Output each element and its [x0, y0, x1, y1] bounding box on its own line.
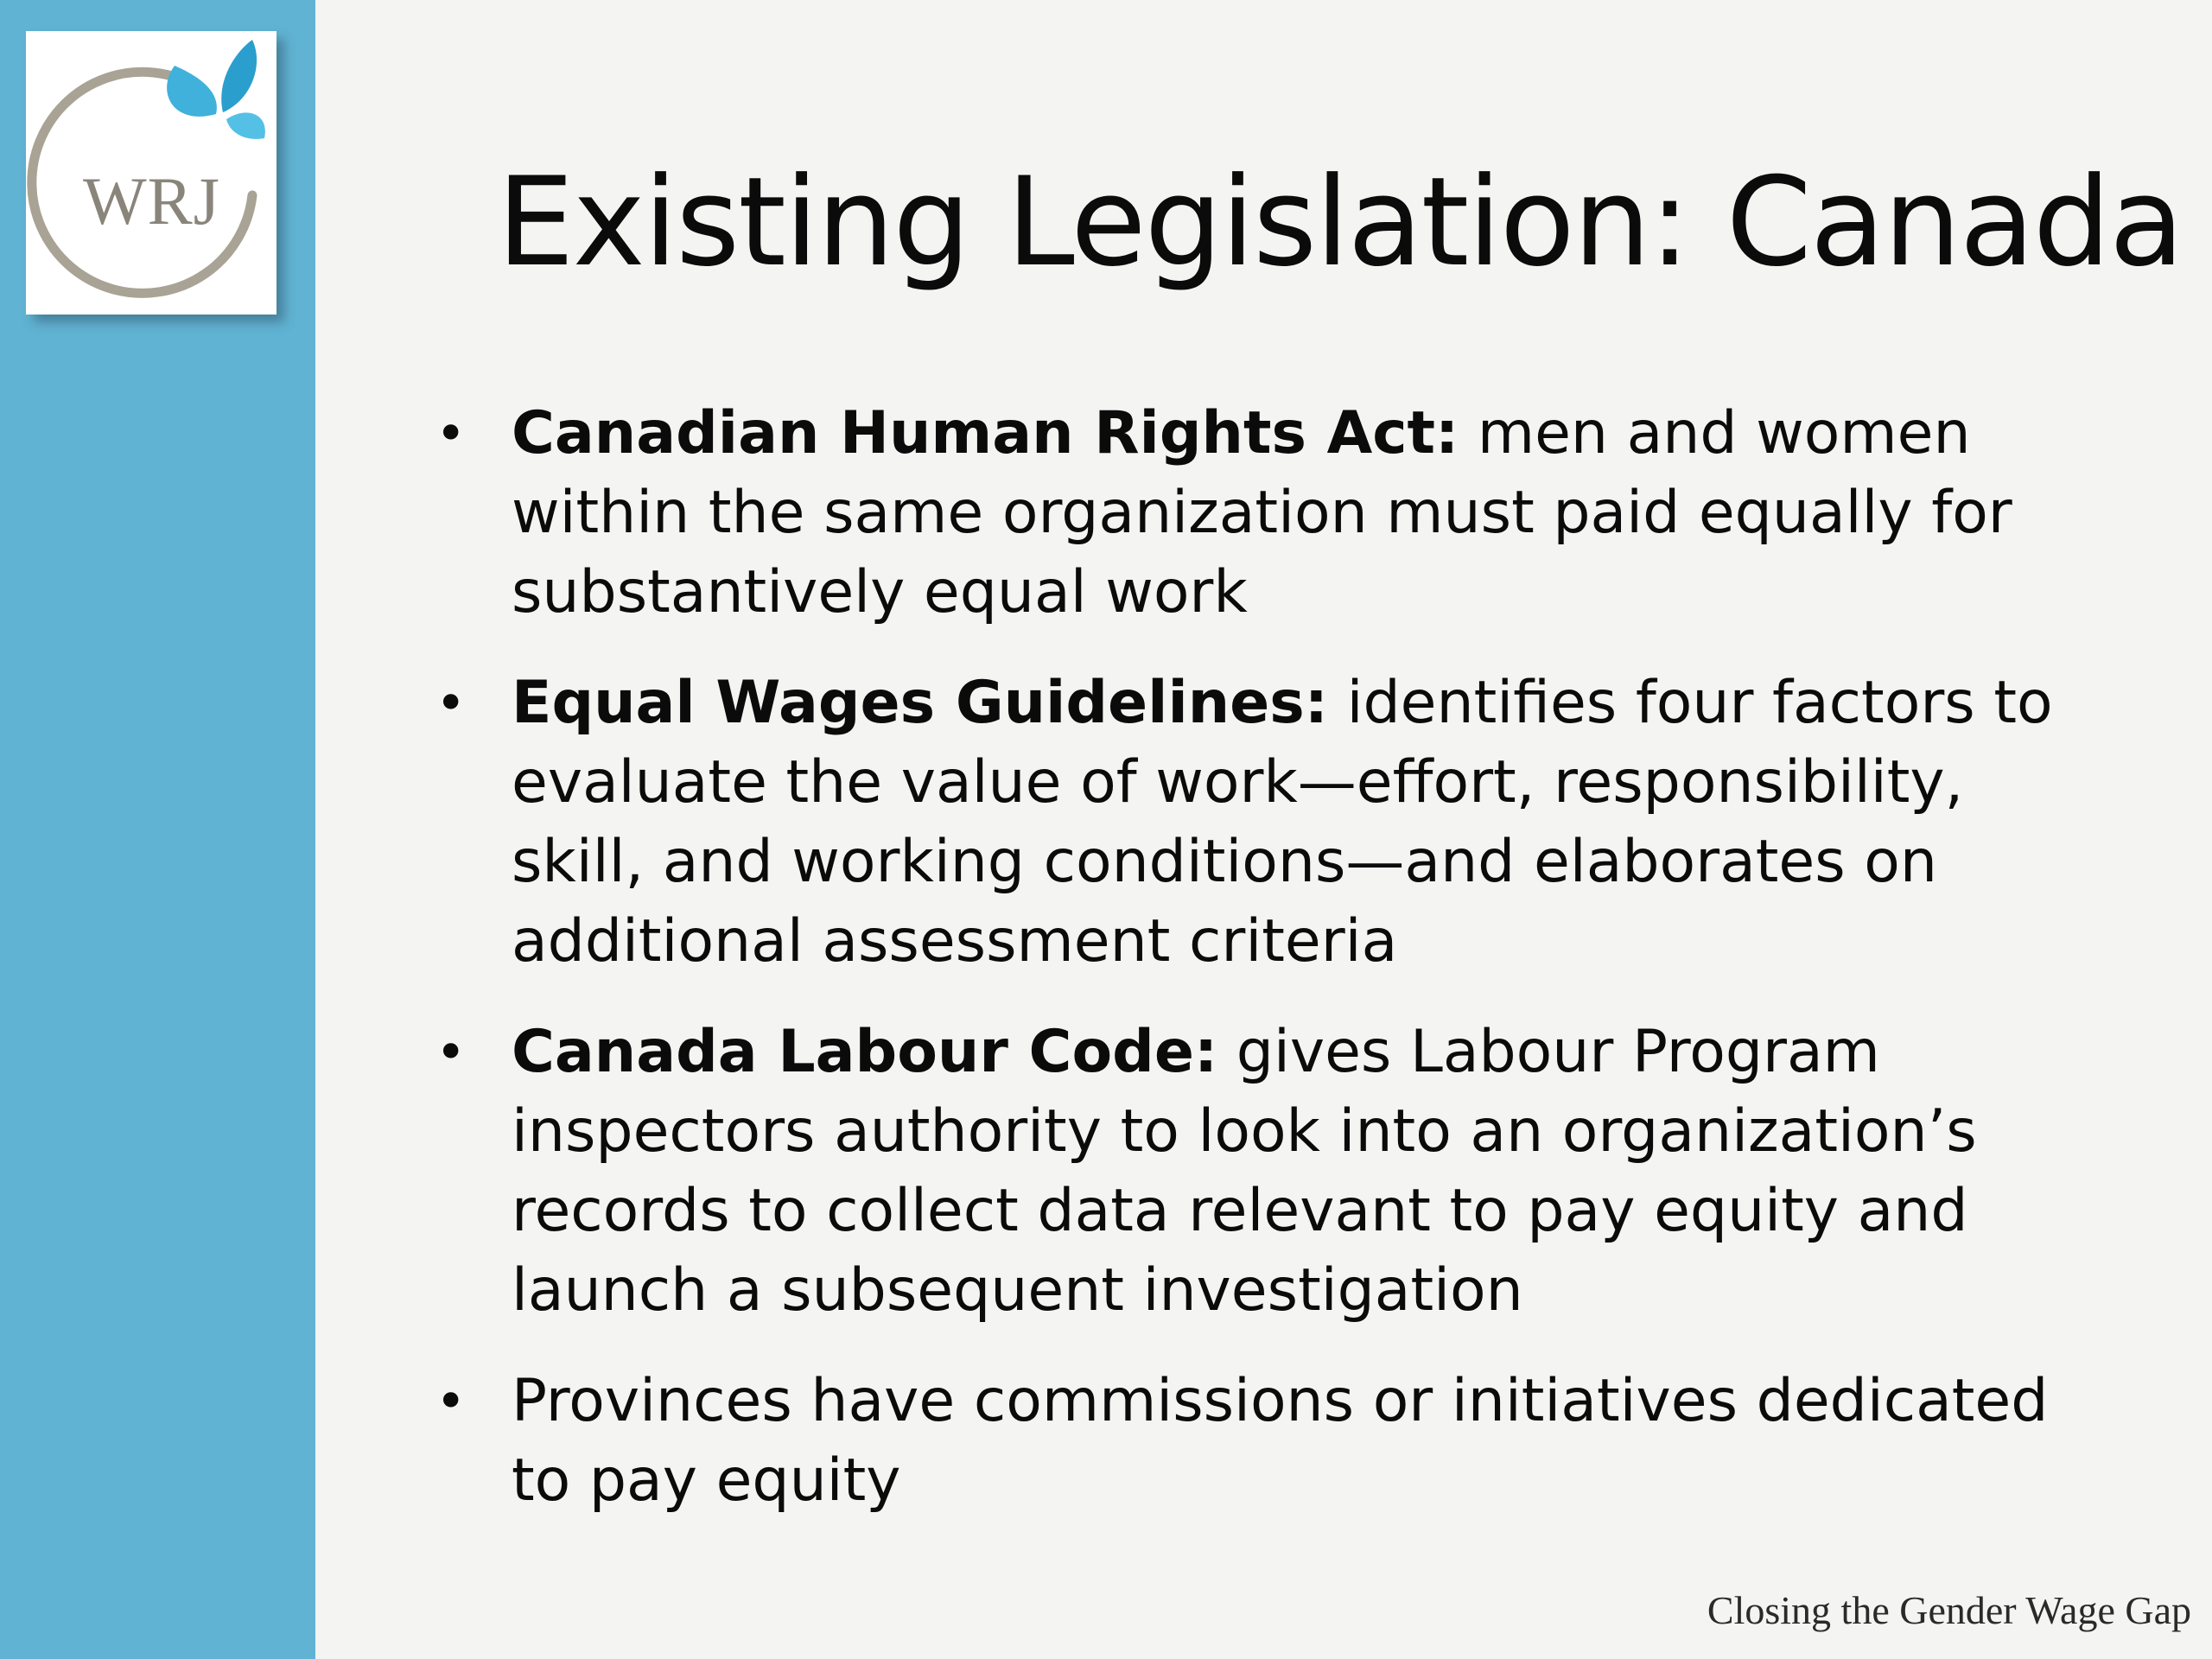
- list-item: [435, 664, 2084, 982]
- bullet-text: men and women within the same organization must paid equally for substantively equal work: [512, 399, 2012, 626]
- bullet-list: [435, 394, 2084, 1552]
- leaf-icon: [226, 112, 265, 139]
- leaf-icon: [167, 66, 217, 117]
- bullet-icon: •: [435, 1371, 467, 1432]
- bullet-icon: •: [435, 404, 467, 464]
- bullet-icon: •: [435, 1022, 467, 1083]
- list-item: [435, 394, 2084, 632]
- bullet-term: Equal Wages Guidelines:: [512, 669, 1328, 737]
- bullet-text: Provinces have commissions or initiatives dedicated to pay equity: [512, 1367, 2049, 1515]
- list-item: [435, 1013, 2084, 1331]
- leaf-icon: [221, 40, 257, 112]
- bullet-text: gives Labour Program inspectors authority to look into an organization’s records to collect data relevant to pay equity and launch a subsequent investigation: [512, 1018, 1977, 1325]
- footer-text: Closing the Gender Wage Gap: [1707, 1588, 2191, 1632]
- bullet-term: Canada Labour Code:: [512, 1018, 1218, 1086]
- bullet-icon: •: [435, 673, 467, 734]
- logo-text: WRJ: [83, 163, 220, 238]
- wrj-logo: [26, 31, 276, 315]
- bullet-term: Canadian Human Rights Act:: [512, 399, 1459, 467]
- list-item: [435, 1362, 2084, 1521]
- bullet-text: identifies four factors to evaluate the value of work—effort, responsibility, skill, and working conditions—and elaborates on additional assessment criteria: [512, 669, 2053, 976]
- slide-title: Existing Legislation: Canada: [497, 151, 2183, 294]
